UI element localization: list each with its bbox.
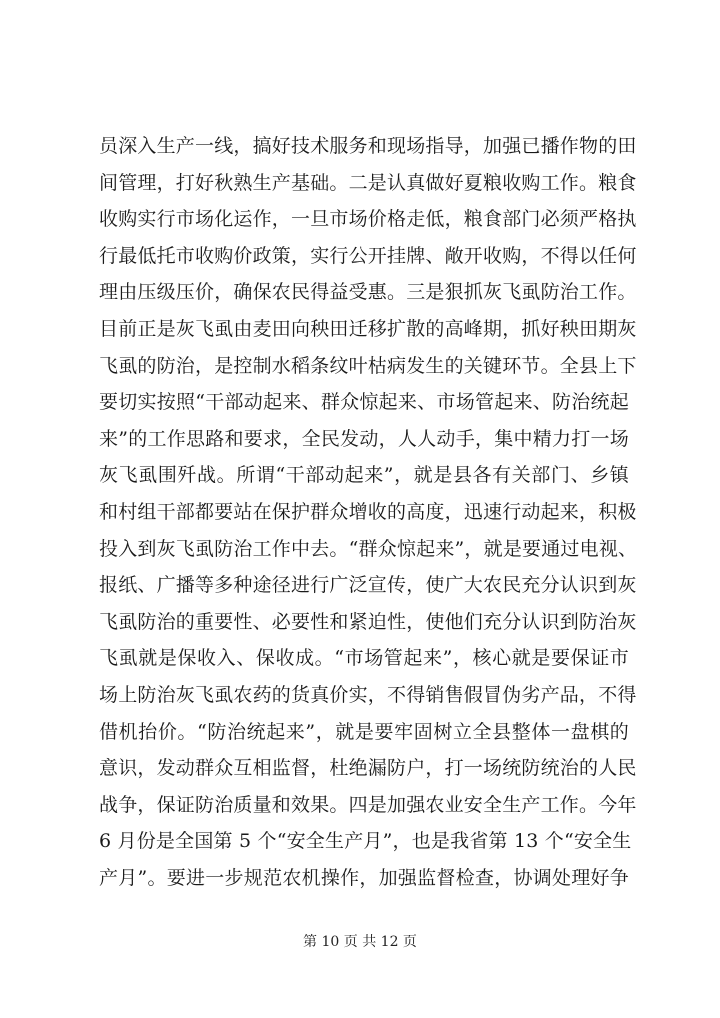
- text-line: 要切实按照“干部动起来、群众惊起来、市场管起来、防治统起: [99, 391, 629, 414]
- text-line: 和村组干部都要站在保护群众增收的高度，迅速行动起来，积极: [99, 500, 637, 523]
- text-line: 来”的工作思路和要求，全民发动，人人动手，集中精力打一场: [99, 427, 629, 450]
- text-line: 报纸、广播等多种途径进行广泛宣传，使广大农民充分认识到灰: [99, 574, 637, 597]
- text-line: 行最低托市收购价政策，实行公开挂牌、敞开收购，不得以任何: [99, 244, 637, 267]
- text-line: 6 月份是全国第 5 个“安全生产月”，也是我省第 13 个“安全生: [99, 830, 632, 853]
- text-line: 收购实行市场化运作，一旦市场价格走低，粮食部门必须严格执: [99, 208, 637, 231]
- text-line: 投入到灰飞虱防治工作中去。“群众惊起来”，就是要通过电视、: [99, 537, 638, 560]
- text-line: 场上防治灰飞虱农药的货真价实，不得销售假冒伪劣产品，不得: [99, 683, 637, 706]
- text-line: 飞虱防治的重要性、必要性和紧迫性，使他们充分认识到防治灰: [99, 610, 637, 633]
- text-line: 理由压级压价，确保农民得益受惠。三是狠抓灰飞虱防治工作。: [99, 281, 637, 304]
- text-line: 灰飞虱围歼战。所谓“干部动起来”，就是县各有关部门、乡镇: [99, 464, 629, 487]
- text-line: 飞虱的防治，是控制水稻条纹叶枯病发生的关键环节。全县上下: [99, 354, 637, 377]
- text-line: 飞虱就是保收入、保收成。“市场管起来”，核心就是要保证市: [99, 647, 629, 670]
- page-footer: 第 10 页 共 12 页: [303, 934, 417, 950]
- text-line: 战争，保证防治质量和效果。四是加强农业安全生产工作。今年: [99, 793, 637, 816]
- text-line: 产月”。要进一步规范农机操作，加强监督检查，协调处理好争: [99, 866, 629, 889]
- text-line: 借机抬价。“防治统起来”，就是要牢固树立全县整体一盘棋的: [99, 720, 629, 743]
- text-line: 员深入生产一线，搞好技术服务和现场指导，加强已播作物的田: [99, 135, 637, 157]
- text-line: 目前正是灰飞虱由麦田向秧田迁移扩散的高峰期，抓好秧田期灰: [99, 317, 637, 340]
- text-line: 间管理，打好秋熟生产基础。二是认真做好夏粮收购工作。粮食: [99, 171, 637, 194]
- text-line: 意识，发动群众互相监督，杜绝漏防户，打一场统防统治的人民: [99, 757, 637, 780]
- body-text: [99, 128, 638, 896]
